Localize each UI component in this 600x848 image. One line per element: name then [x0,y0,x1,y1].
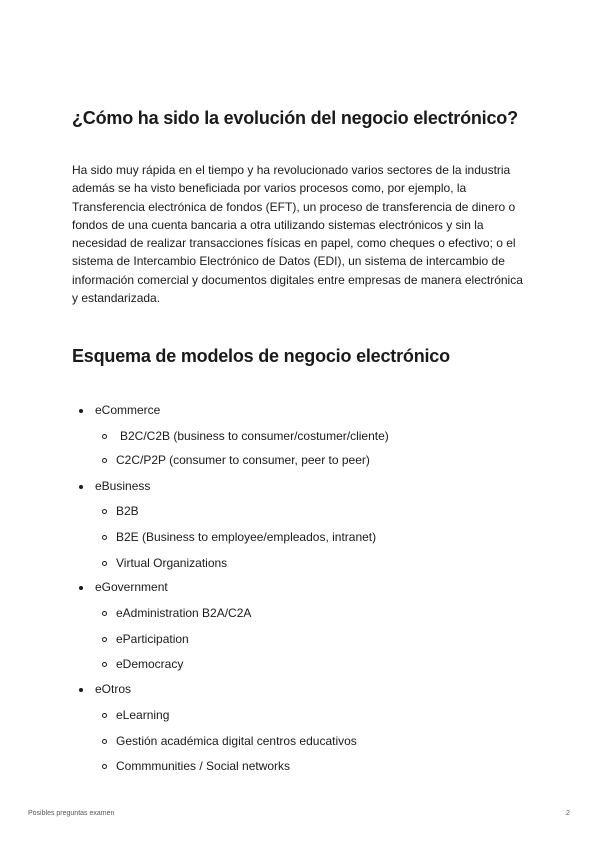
paragraph-line: Transferencia electrónica de fondos (EFT), un proceso de transferencia de dinero o [72,199,516,214]
bullet-icon [79,586,83,590]
bullet-icon [79,409,83,413]
list-item-eadministration: eAdministration B2A/C2A [116,606,252,620]
list-item-elearning: eLearning [116,708,170,722]
sub-bullet-icon [102,458,107,463]
footer-page-number: 2 [566,810,570,817]
paragraph-line: sistema de Intercambio Electrónico de Datos (EDI), un sistema de intercambio de [72,254,505,269]
list-item-ecommerce: eCommerce [95,403,161,417]
paragraph-line: fondos de una cuenta bancaria a otra utilizando sistemas electrónicos y sin la [72,217,484,232]
sub-bullet-icon [102,434,107,439]
sub-bullet-icon [102,739,107,744]
sub-bullet-icon [102,535,107,540]
list-item-gestion-academica: Gestión académica digital centros educativos [116,734,357,748]
sub-bullet-icon [102,662,107,667]
list-item-b2e: B2E (Business to employee/empleados, intranet) [116,530,377,544]
sub-bullet-icon [102,764,107,769]
paragraph-line: y estandarizada. [72,291,161,306]
list-item-edemocracy: eDemocracy [116,657,184,671]
list-item-communities: Commmunities / Social networks [116,759,291,773]
sub-bullet-icon [102,509,107,514]
list-item-c2c: C2C/P2P (consumer to consumer, peer to peer) [116,453,370,467]
sub-bullet-icon [102,637,107,642]
list-item-virtual-organizations: Virtual Organizations [116,556,228,570]
list-item-eotros: eOtros [95,682,132,696]
list-item-b2b: B2B [116,504,139,518]
paragraph-line: Ha sido muy rápida en el tiempo y ha revolucionado varios sectores de la industria [72,163,511,177]
paragraph-line: información comercial y documentos digitales entre empresas de manera electrónica [72,272,523,287]
sub-bullet-icon [102,561,107,566]
paragraph-line: necesidad de realizar transacciones físicas en papel, como cheques o efectivo; o el [72,236,516,251]
bullet-icon [79,688,83,692]
heading-business-models: Esquema de modelos de negocio electrónico [72,346,450,366]
list-item-egovernment: eGovernment [95,580,168,594]
footer-document-title: Posibles preguntas examen [28,810,115,817]
list-item-eparticipation: eParticipation [116,632,189,646]
paragraph-line: además se ha visto beneficiada por varios procesos como, por ejemplo, la [72,181,467,196]
heading-evolution: ¿Cómo ha sido la evolución del negocio electrónico? [72,108,518,128]
sub-bullet-icon [102,611,107,616]
list-item-b2c: B2C/C2B (business to consumer/costumer/cliente) [120,429,389,443]
sub-bullet-icon [102,713,107,718]
evolution-paragraph [72,161,534,307]
bullet-icon [79,485,83,489]
list-item-ebusiness: eBusiness [95,479,151,493]
